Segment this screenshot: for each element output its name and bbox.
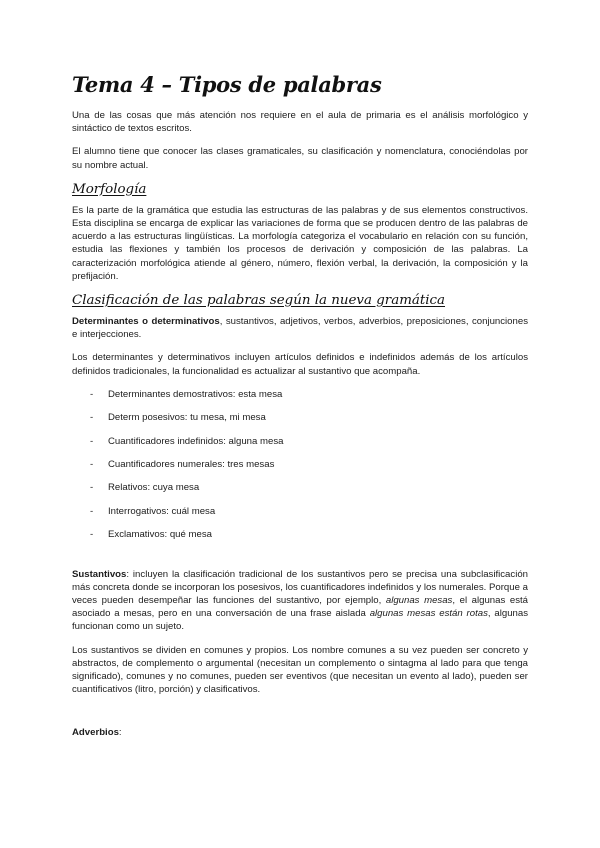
- list-item-text: Interrogativos: cuál mesa: [108, 505, 216, 517]
- intro-paragraph-1: Una de las cosas que más atención nos requiere en el aula de primaria es el análisis morfológico y sintáctico de textos escritos.: [72, 110, 528, 135]
- list-item: [72, 411, 528, 434]
- list-item: [72, 388, 528, 411]
- sustantivos-text-1: : incluyen la clasificación tradicional de los sustantivos pero se precisa una subclasificación más concreta donde se incorporan los posesivos, los cuantificadores indefinidos y los numerales. Porque a veces pueden desempeñar las funciones del sustantivo, por ejemplo,: [72, 568, 528, 606]
- example-algunas-mesas: algunas mesas: [385, 594, 453, 606]
- list-item: [72, 505, 528, 528]
- sustantivos-paragraph-2: Los sustantivos se dividen en comunes y propios. Los nombre comunes a su vez pueden ser concreto y abstractos, de complemento o argumental (necesitan un complemento o sintagma al lado para que tenga significado), comunes y no comunes, pueden ser eventivos (que necesitan un evento al lado), pueden ser cuantificativos (litro, porción) y clasificativos.: [72, 644, 528, 696]
- adverbios-term: Adverbios: [72, 727, 119, 739]
- list-item: [72, 528, 528, 551]
- document-content: [72, 72, 528, 750]
- clasificacion-paragraph-1: [72, 315, 528, 341]
- list-item: [72, 458, 528, 481]
- list-item-text: Determ posesivos: tu mesa, mi mesa: [108, 412, 266, 424]
- list-dash: -: [90, 412, 94, 424]
- list-dash: -: [90, 435, 94, 447]
- list-item: [72, 435, 528, 458]
- list-dash: -: [90, 459, 94, 471]
- intro-paragraph-2: El alumno tiene que conocer las clases gramaticales, su clasificación y nomenclatura, conociéndolas por su nombre actual.: [72, 146, 528, 171]
- list-dash: -: [90, 529, 94, 541]
- determinantes-term: Determinantes o determinativos: [72, 316, 220, 328]
- list-dash: -: [90, 388, 94, 400]
- list-item: [72, 481, 528, 504]
- sustantivos-term: Sustantivos: [72, 568, 127, 580]
- list-item-text: Exclamativos: qué mesa: [108, 529, 212, 541]
- morfologia-paragraph: Es la parte de la gramática que estudia las estructuras de las palabras y de sus elementos constructivos. Esta disciplina se encarga de explicar las variaciones de forma que se producen dentro de las palabras de acuerdo a las estructuras lingüísticas. La morfología categoriza el vocabulario en relación con su función, estudia las flexiones y también los procesos de derivación y composición de las palabras. La caracterización morfológica atiende al género, número, flexión verbal, la derivación, la composición y la prefijación.: [72, 204, 528, 282]
- page-title: Tema 4 – Tipos de palabras: [72, 72, 382, 97]
- adverbios-paragraph: [72, 726, 528, 739]
- spacer: [72, 552, 528, 568]
- sustantivos-text-2: , el algunas está asociado a mesas, pero en una conversación de una frase aislada: [72, 594, 528, 620]
- determinantes-list: [72, 388, 528, 552]
- sustantivos-paragraph: [72, 568, 528, 634]
- list-dash: -: [90, 482, 94, 494]
- clasificacion-heading: Clasificación de las palabras según la nueva gramática: [72, 293, 446, 309]
- clasificacion-paragraph-1-rest: , sustantivos, adjetivos, verbos, adverbios, preposiciones, conjunciones e interjecciones.: [72, 316, 528, 341]
- adverbios-colon: :: [118, 727, 122, 739]
- list-item-text: Determinantes demostrativos: esta mesa: [108, 388, 283, 400]
- list-item-text: Relativos: cuya mesa: [108, 482, 200, 494]
- list-item-text: Cuantificadores numerales: tres mesas: [108, 459, 275, 471]
- list-item-text: Cuantificadores indefinidos: alguna mesa: [108, 435, 284, 447]
- list-dash: -: [90, 505, 94, 517]
- spacer: [72, 706, 528, 726]
- sustantivos-text-3: , algunas funcionan como un sujeto.: [72, 608, 529, 633]
- example-algunas-mesas-rotas: algunas mesas están rotas: [369, 608, 488, 620]
- morfologia-heading: Morfología: [72, 181, 147, 197]
- clasificacion-paragraph-2: Los determinantes y determinativos incluyen artículos definidos e indefinidos además de los artículos definidos tradicionales, la funcionalidad es actualizar al sustantivo que acompaña.: [72, 352, 528, 377]
